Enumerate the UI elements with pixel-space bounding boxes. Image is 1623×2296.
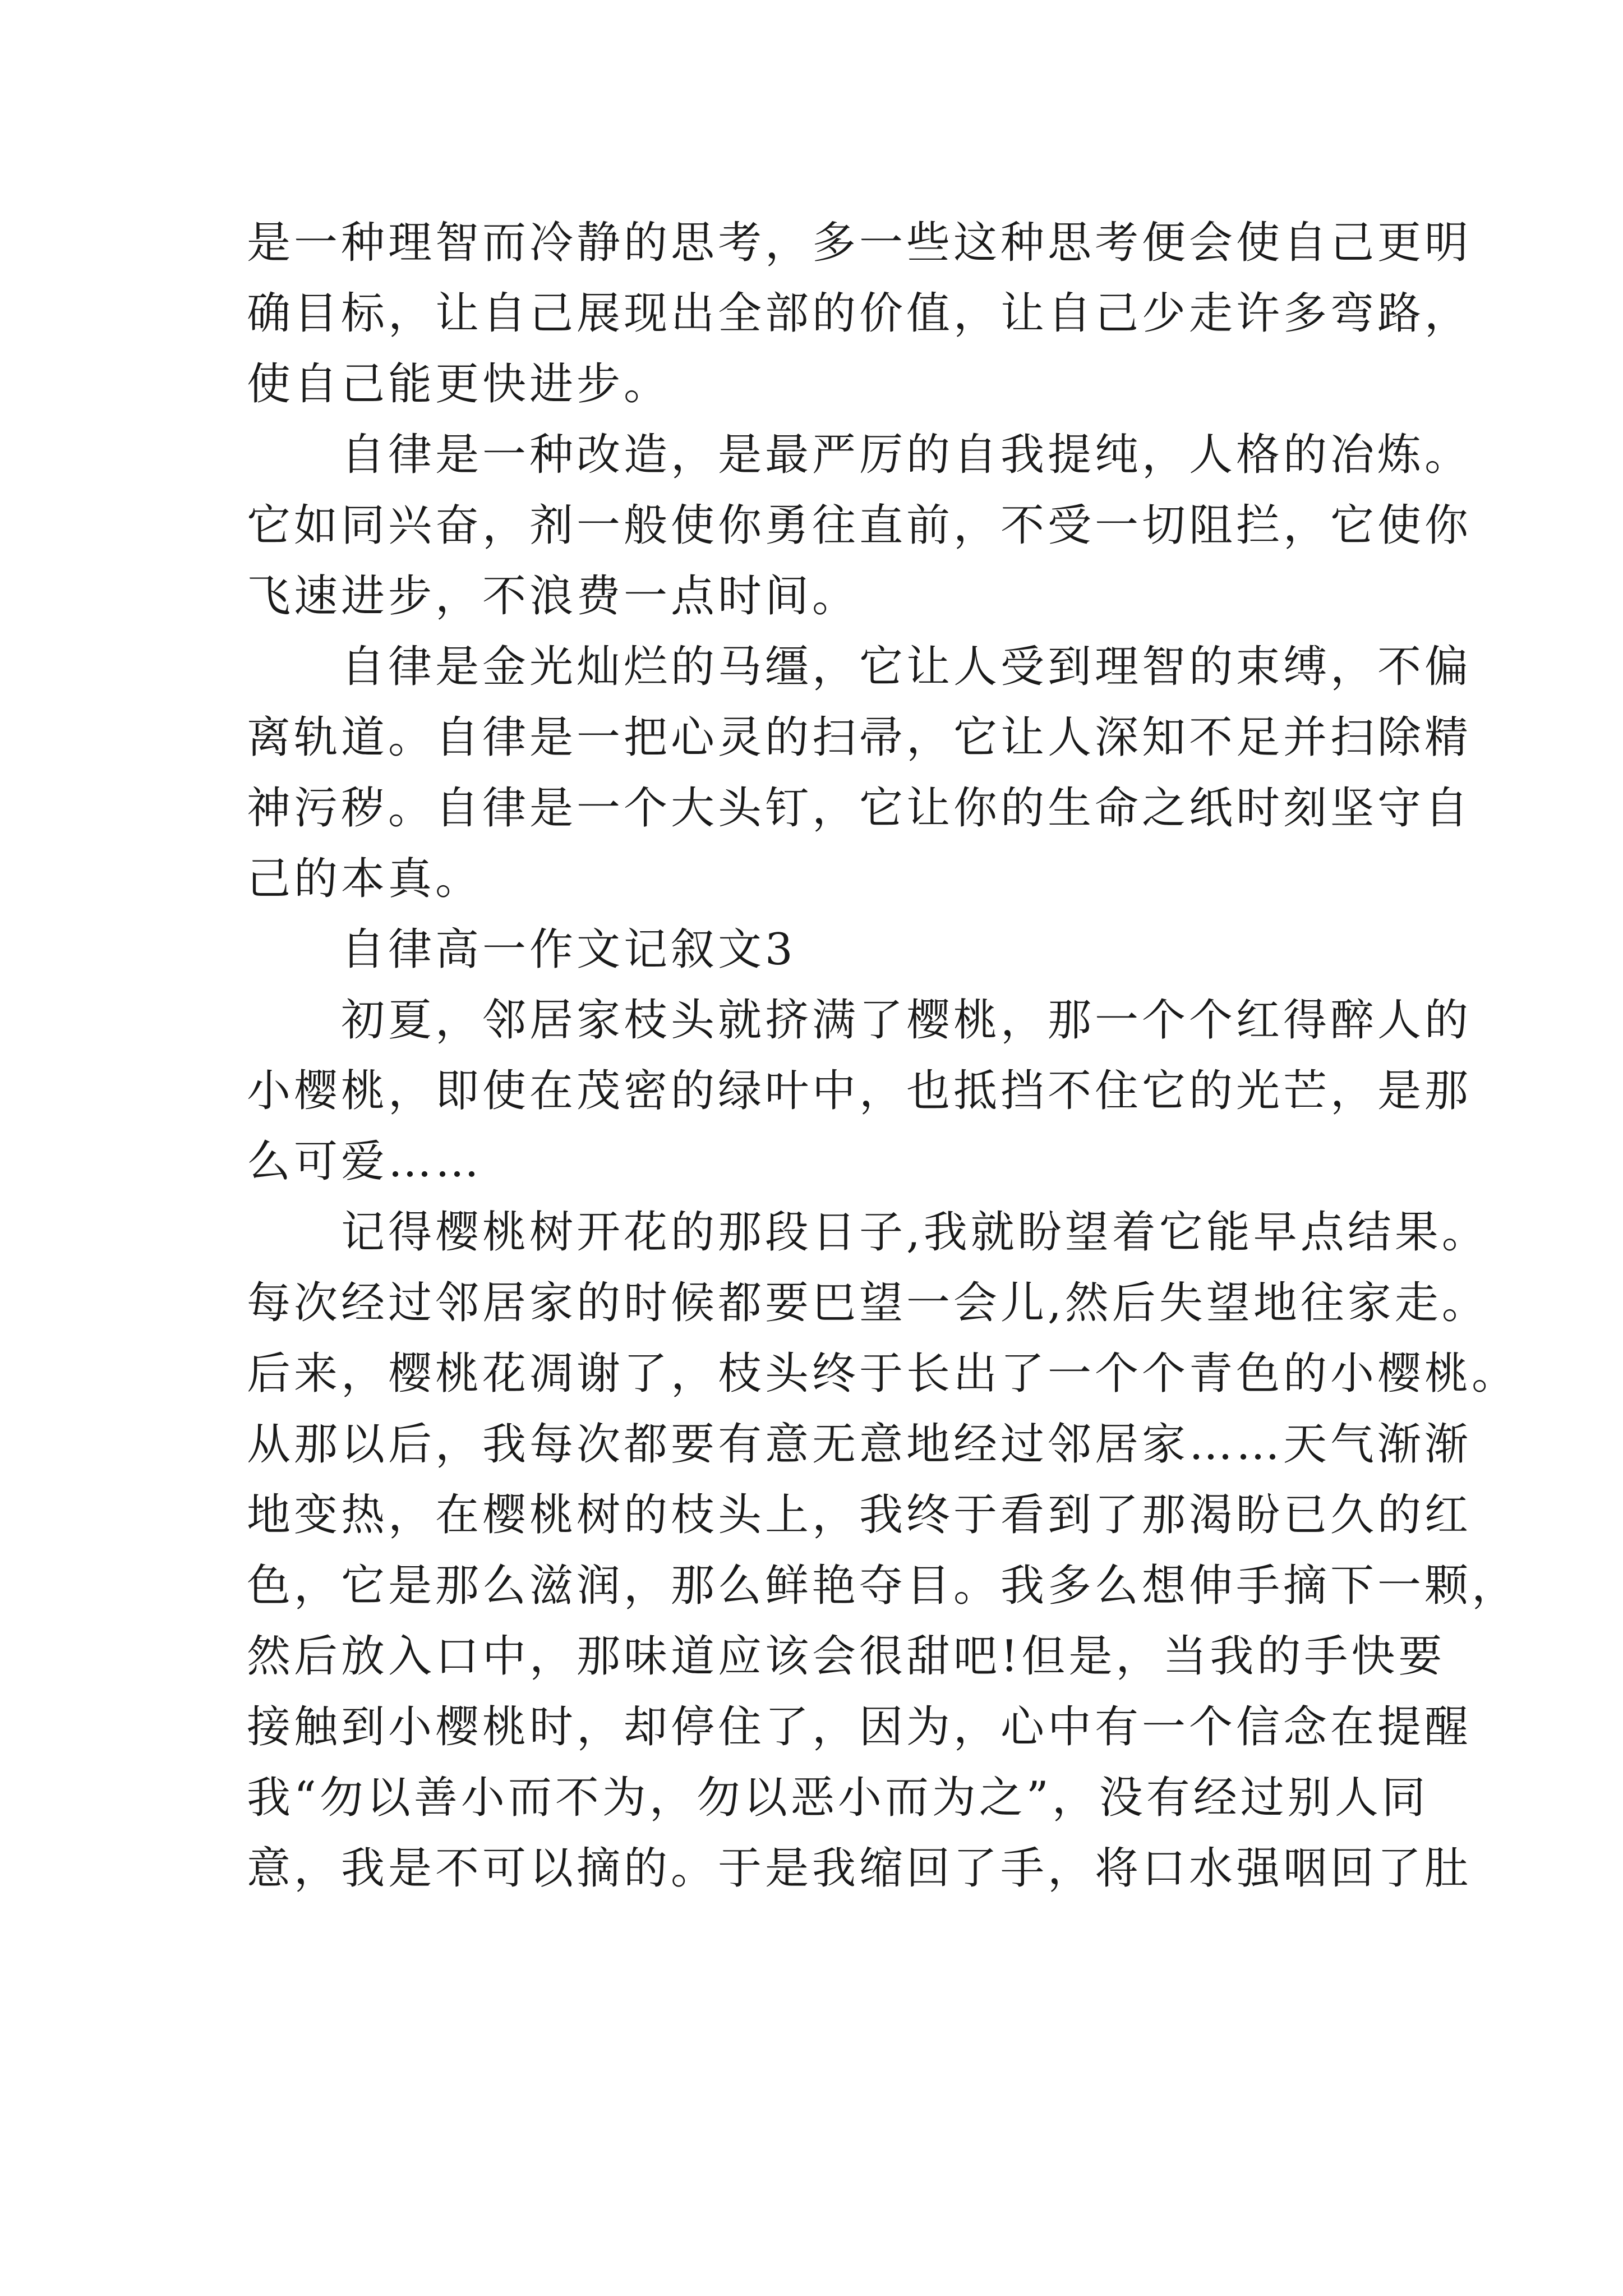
text-line: 后来，樱桃花凋谢了，枝头终于长出了一个个青色的小樱桃。 <box>247 1349 1519 1399</box>
text-line: 小樱桃，即使在茂密的绿叶中，也抵挡不住它的光芒，是那 <box>247 1066 1472 1116</box>
text-line: 记得樱桃树开花的那段日子,我就盼望着它能早点结果。 <box>341 1207 1489 1258</box>
document-body <box>247 208 1519 1904</box>
text-line: 它如同兴奋，剂一般使你勇往直前，不受一切阻拦，它使你 <box>247 500 1472 551</box>
text-line: 我“勿以善小而不为，勿以恶小而为之”，没有经过别人同 <box>247 1773 1429 1823</box>
text-line: 然后放入口中，那味道应该会很甜吧!但是，当我的手快要 <box>247 1631 1446 1682</box>
text-line: 意，我是不可以摘的。于是我缩回了手，将口水强咽回了肚 <box>247 1843 1472 1894</box>
text-line: 离轨道。自律是一把心灵的扫帚，它让人深知不足并扫除精 <box>247 712 1472 763</box>
paragraph <box>247 420 1472 632</box>
text-line: 初夏，邻居家枝头就挤满了樱桃，那一个个红得醉人的 <box>341 995 1472 1046</box>
text-line: 自律高一作文记叙文3 <box>341 924 796 975</box>
text-line: 接触到小樱桃时，却停住了，因为，心中有一个信念在提醒 <box>247 1702 1472 1752</box>
paragraph <box>247 914 1391 985</box>
text-line: 色，它是那么滋润，那么鲜艳夺目。我多么想伸手摘下一颗， <box>247 1561 1519 1611</box>
text-line: 飞速进步，不浪费一点时间。 <box>247 571 860 622</box>
text-line: 己的本真。 <box>247 854 483 904</box>
text-line: 神污秽。自律是一个大头钉，它让你的生命之纸时刻坚守自 <box>247 783 1472 834</box>
text-line: 确目标，让自己展现出全部的价值，让自己少走许多弯路， <box>247 288 1472 339</box>
paragraph <box>247 632 1472 914</box>
text-line: 是一种理智而冷静的思考，多一些这种思考便会使自己更明 <box>247 218 1472 268</box>
text-line: 从那以后，我每次都要有意无意地经过邻居家……天气渐渐 <box>247 1419 1472 1470</box>
paragraph <box>247 208 1472 420</box>
paragraph <box>247 985 1472 1197</box>
text-line: 自律是一种改造，是最严厉的自我提纯，人格的冶炼。 <box>341 430 1472 480</box>
text-line: 地变热，在樱桃树的枝头上，我终于看到了那渴盼已久的红 <box>247 1490 1472 1540</box>
text-line: 使自己能更快进步。 <box>247 359 671 409</box>
text-line: 么可爱…… <box>247 1137 483 1187</box>
paragraph <box>247 1197 1519 1904</box>
text-line: 每次经过邻居家的时候都要巴望一会儿,然后失望地往家走。 <box>247 1278 1489 1328</box>
text-line: 自律是金光灿烂的马缰，它让人受到理智的束缚，不偏 <box>341 642 1472 692</box>
